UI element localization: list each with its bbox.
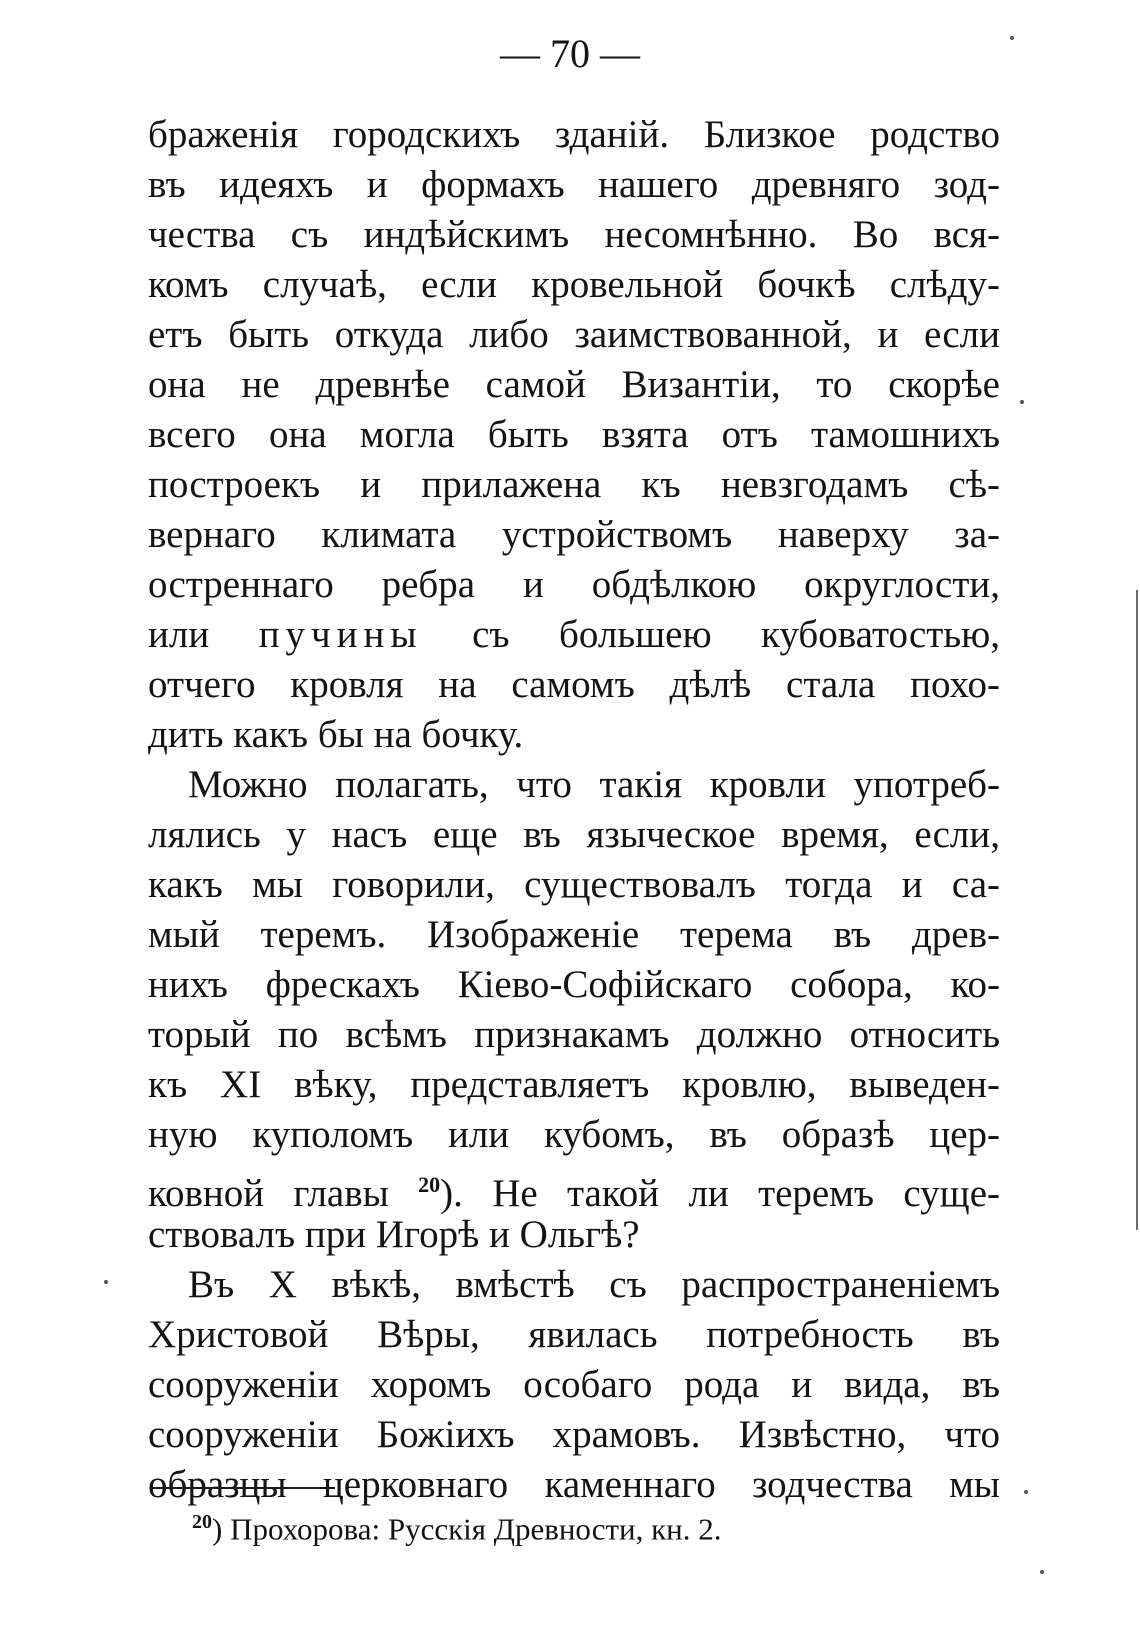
text-line: комъ случаѣ, если кровельной бочкѣ слѣду- [148,263,1000,306]
text-line: къ XI вѣку, представляетъ кровлю, выведен- [148,1063,1000,1106]
text-word: или [148,613,210,656]
footnote-text: ) Прохорова: Русскія Древности, кн. 2. [212,1511,722,1547]
footnote-mark: 20 [192,1511,212,1533]
text-line: сооруженіи хоромъ особаго рода и вида, въ [148,1363,1000,1406]
text-fragment: ). Не такой ли теремъ суще- [440,1172,1001,1215]
text-line: нихъ фрескахъ Кіево-Софійскаго собора, ко- [148,963,1000,1006]
text-line: остреннаго ребра и обдѣлкою округлости, [148,563,1000,606]
scan-speck [1024,1490,1028,1494]
text-line: чества съ индѣйскимъ несомнѣнно. Во вся- [148,213,1000,256]
footnote-reference[interactable]: 20 [418,1172,441,1197]
footnote [192,1502,722,1549]
text-line: сооруженіи Божіихъ храмовъ. Извѣстно, что [148,1413,1000,1456]
page-number: — 70 — [500,31,640,76]
scan-edge-line [1136,590,1138,1230]
text-line: Христовой Вѣры, явилась потребность въ [148,1313,1000,1356]
text-fragment: съ большею кубоватостью, [472,613,1001,656]
text-line-spaced [148,610,1000,660]
text-line: образцы церковнаго каменнаго зодчества мы [148,1463,1000,1506]
text-line: мый теремъ. Изображеніе терема въ древ- [148,913,1000,956]
text-line-with-reference [148,1160,1001,1215]
text-line: ствовалъ при Игорѣ и Ольгѣ? [148,1213,640,1256]
text-line: ную куполомъ или кубомъ, въ образѣ цер- [148,1113,1000,1156]
footnote-divider [150,1487,335,1489]
scan-speck [104,1280,108,1284]
text-line: она не древнѣе самой Византіи, то скорѣе [148,363,1000,406]
text-line: въ идеяхъ и формахъ нашего древняго зод- [148,163,1000,206]
text-line: дить какъ бы на бочку. [148,713,524,756]
text-line: вернаго климата устройствомъ наверху за- [148,513,1000,556]
text-line: лялись у насъ еще въ языческое время, если, [148,813,1000,856]
scan-speck [1040,1570,1044,1574]
paragraph-first-line: Въ X вѣкѣ, вмѣстѣ съ распространеніемъ [188,1263,1000,1306]
text-line: етъ быть откуда либо заимствованной, и если [148,313,1000,356]
text-line: браженія городскихъ зданій. Близкое родство [148,113,1000,156]
scan-speck [1020,400,1024,404]
text-line: какъ мы говорили, существовалъ тогда и са- [148,863,1000,906]
text-line: торый по всѣмъ признакамъ должно относить [148,1013,1000,1056]
spaced-emphasis-word: пучины [258,613,423,656]
paragraph-first-line: Можно полагать, что такія кровли употреб- [188,763,1000,806]
body-text [148,110,1000,1510]
text-fragment: ковной главы [148,1172,389,1215]
text-line: всего она могла быть взята отъ тамошнихъ [148,413,1000,456]
text-line: построекъ и прилажена къ невзгодамъ сѣ- [148,463,1000,506]
text-line: отчего кровля на самомъ дѣлѣ стала похо- [148,663,1000,706]
scan-speck [1010,36,1014,40]
